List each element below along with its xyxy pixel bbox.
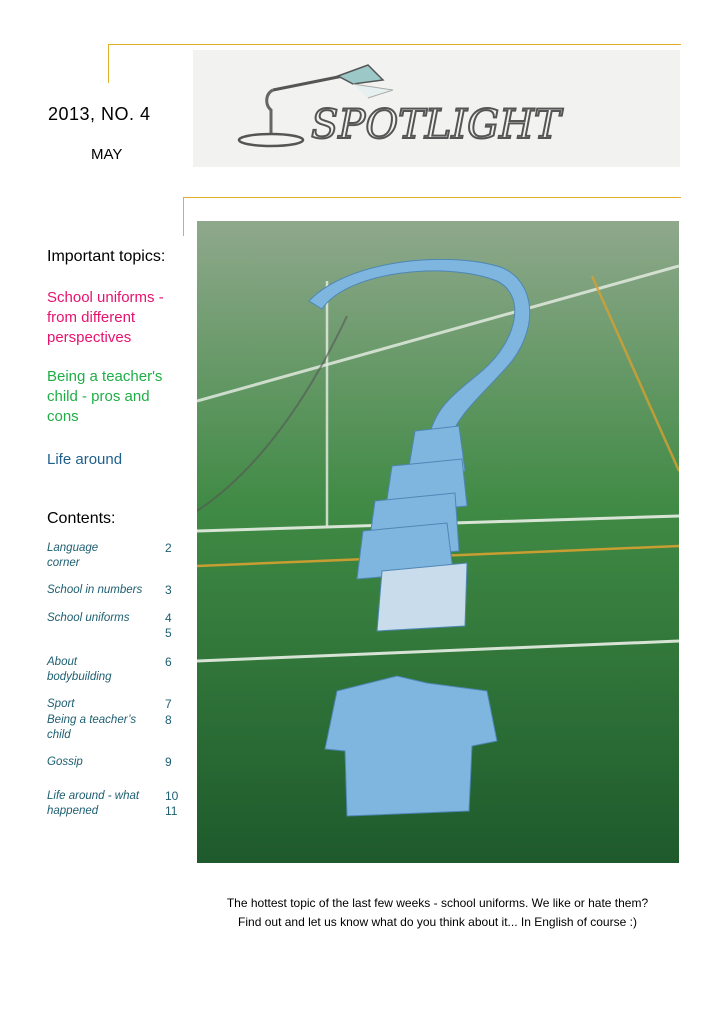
caption-line-1: The hottest topic of the last few weeks - school uniforms. We like or hate them?	[226, 896, 649, 910]
topic-teachers-child: Being a teacher's child - pros and cons	[47, 368, 163, 425]
toc-item-teachers-child: Being a teacher’s child	[47, 714, 137, 741]
toc-item-bodybuilding: About bodybuilding	[47, 656, 112, 683]
toc-item-gossip: Gossip	[47, 756, 83, 768]
issue-number: 2013, NO. 4	[48, 104, 151, 124]
toc-page-number: 2	[165, 541, 172, 555]
toc-item-sport: Sport	[47, 698, 75, 710]
toc-page-number: 3	[165, 583, 172, 597]
topic-life-around: Life around	[47, 451, 123, 468]
logo-lettering: SPOTLIGHT	[311, 102, 561, 148]
toc-page-number: 6	[165, 655, 172, 669]
cover-caption	[150, 894, 725, 932]
important-topics-heading: Important topics:	[47, 248, 166, 265]
toc-page-number: 8	[165, 713, 172, 727]
toc-page-number: 4 5	[165, 611, 172, 640]
caption-line-2: Find out and let us know what do you think about it... In English of course :)	[238, 915, 637, 929]
toc-item-language-corner: Language corner	[47, 542, 99, 569]
toc-item-school-in-numbers: School in numbers	[47, 584, 143, 596]
toc-page-number: 10 11	[165, 789, 179, 818]
spotlight-logo	[193, 50, 680, 167]
cover-photo	[197, 221, 679, 863]
toc-item-school-uniforms: School uniforms	[47, 612, 130, 624]
toc-page-number: 9	[165, 755, 172, 769]
issue-month: MAY	[91, 146, 123, 163]
contents-heading: Contents:	[47, 510, 116, 527]
toc-item-life-around: Life around - what happened	[47, 790, 140, 817]
topic-school-uniforms: School uniforms - from different perspectives	[47, 289, 164, 346]
toc-page-number: 7	[165, 697, 172, 711]
